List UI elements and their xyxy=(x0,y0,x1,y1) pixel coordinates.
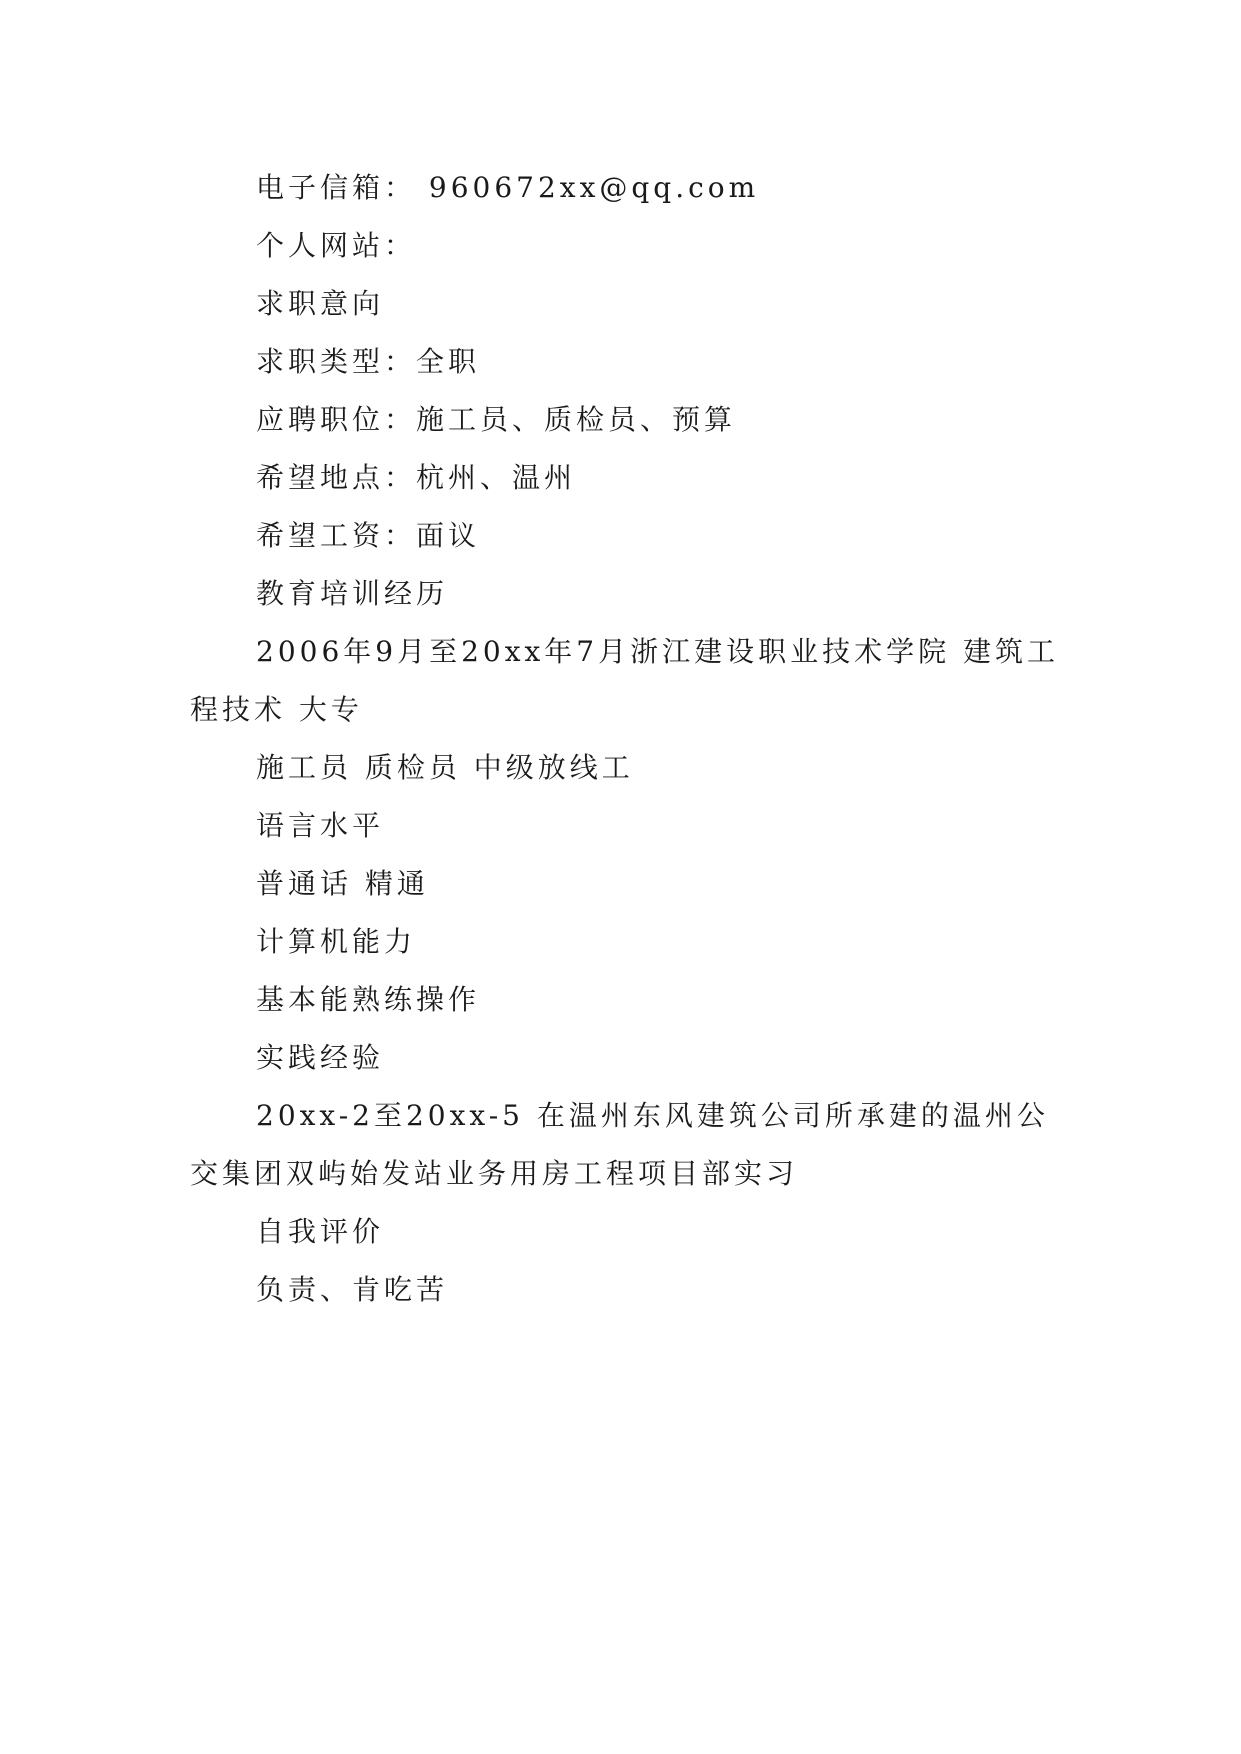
salary-line: 希望工资：面议 xyxy=(256,519,481,552)
section-heading-self-evaluation: 自我评价 xyxy=(256,1215,385,1248)
website-line: 个人网站： xyxy=(256,229,417,262)
section-heading-job-intent: 求职意向 xyxy=(256,287,385,320)
email-line: 电子信箱： 960672xx@qq.com xyxy=(256,171,760,204)
education-paragraph: 2006年9月至20xx年7月浙江建设职业技术学院 建筑工程技术 大专 xyxy=(190,635,1060,726)
section-heading-education: 教育培训经历 xyxy=(256,577,449,610)
self-evaluation-line: 负责、肯吃苦 xyxy=(256,1273,449,1306)
language-line: 普通话 精通 xyxy=(256,867,429,900)
position-line: 应聘职位：施工员、质检员、预算 xyxy=(256,403,737,436)
experience-paragraph: 20xx-2至20xx-5 在温州东风建筑公司所承建的温州公交集团双屿始发站业务用房工程项目部实习 xyxy=(190,1099,1049,1190)
section-heading-practice: 实践经验 xyxy=(256,1041,385,1074)
job-type-line: 求职类型：全职 xyxy=(256,345,481,378)
location-line: 希望地点：杭州、温州 xyxy=(256,461,577,494)
document-body xyxy=(190,159,1060,1319)
certificates-line: 施工员 质检员 中级放线工 xyxy=(256,751,634,784)
computer-line: 基本能熟练操作 xyxy=(256,983,481,1016)
section-heading-language: 语言水平 xyxy=(256,809,385,842)
section-heading-computer: 计算机能力 xyxy=(256,925,417,958)
